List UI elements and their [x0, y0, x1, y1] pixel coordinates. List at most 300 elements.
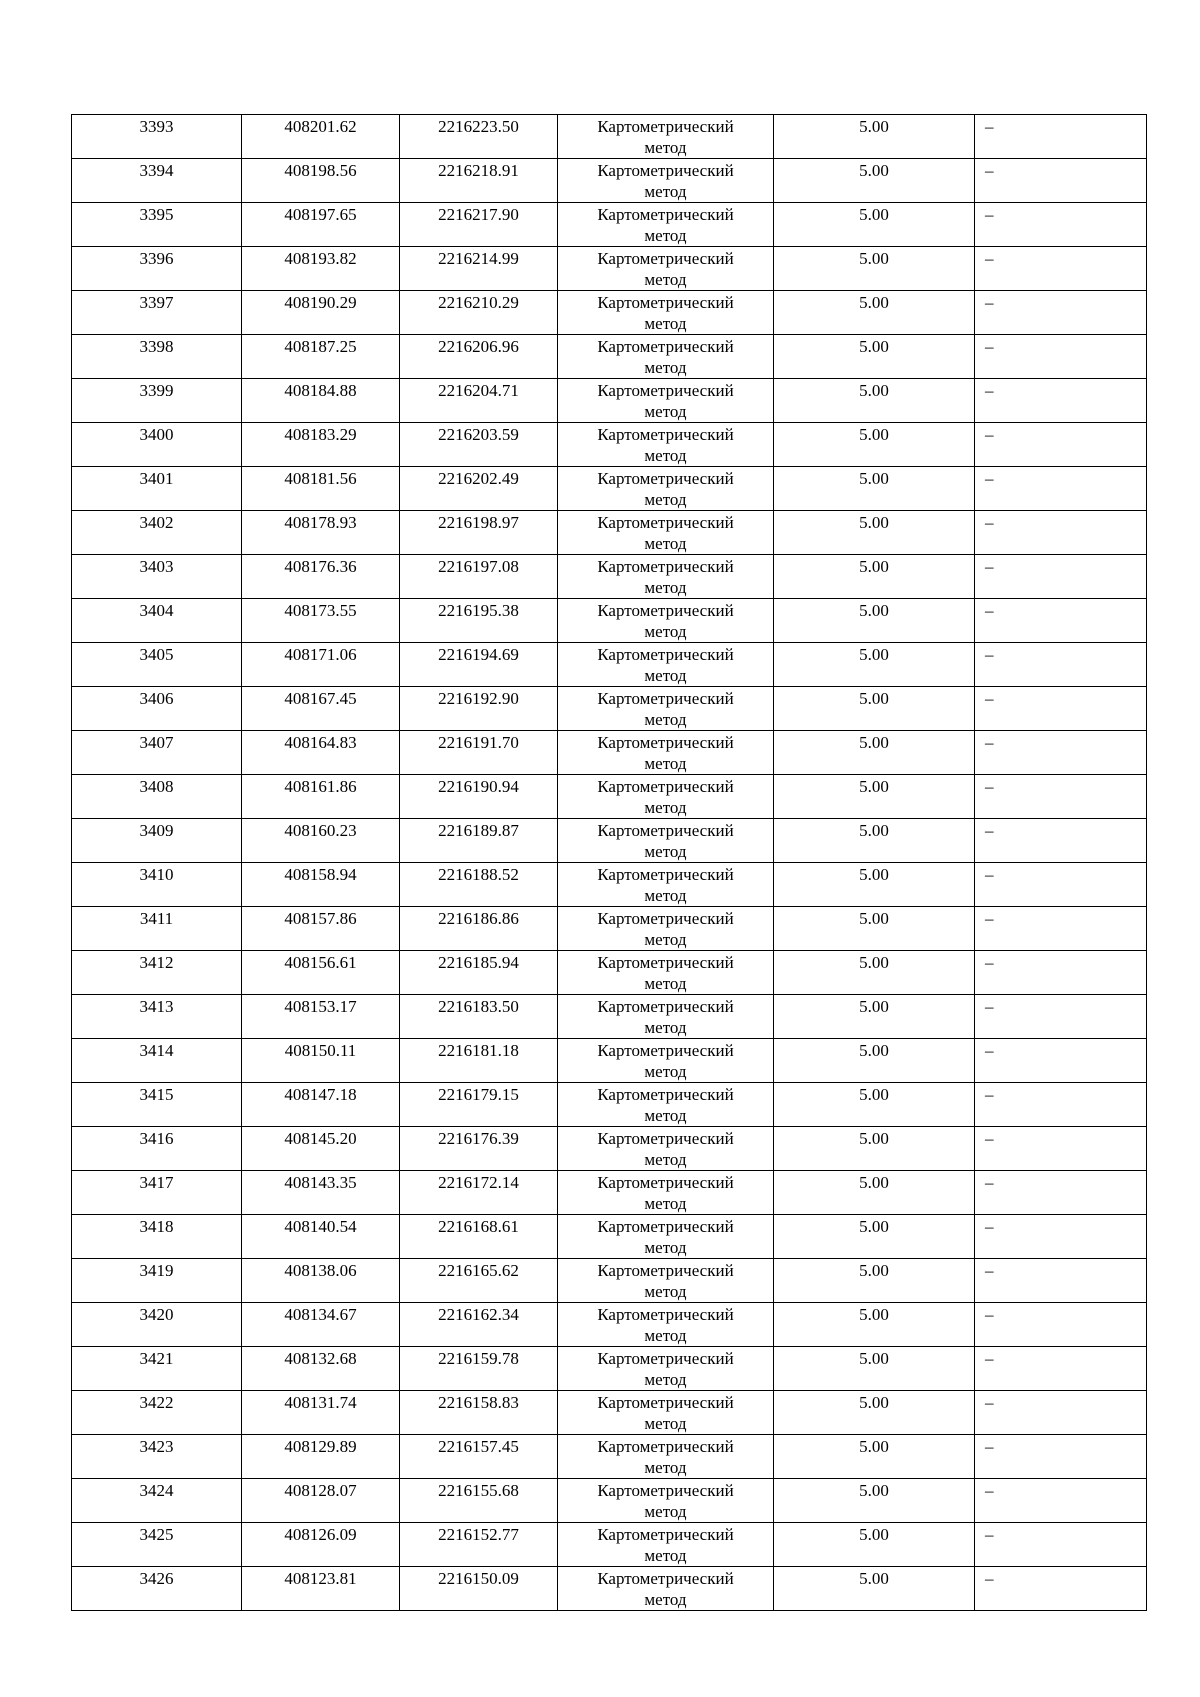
method-line-2: метод: [644, 842, 687, 861]
method-line-1: Картометрический: [597, 1437, 734, 1456]
method-line-2: метод: [644, 930, 687, 949]
point-number-cell: 3420: [72, 1303, 242, 1347]
method-line-2: метод: [644, 1414, 687, 1433]
accuracy-cell: 5.00: [774, 115, 975, 159]
point-number-cell: 3425: [72, 1523, 242, 1567]
accuracy-cell: 5.00: [774, 775, 975, 819]
accuracy-cell: 5.00: [774, 819, 975, 863]
y-coordinate-cell: 2216191.70: [400, 731, 558, 775]
method-line-1: Картометрический: [597, 337, 734, 356]
y-coordinate-cell: 2216159.78: [400, 1347, 558, 1391]
accuracy-cell: 5.00: [774, 907, 975, 951]
x-coordinate-cell: 408197.65: [242, 203, 400, 247]
table-row: [72, 159, 1147, 203]
method-line-2: метод: [644, 886, 687, 905]
description-cell: –: [975, 643, 1147, 687]
table-row: [72, 1171, 1147, 1215]
point-number-cell: 3422: [72, 1391, 242, 1435]
table-row: [72, 687, 1147, 731]
method-line-1: Картометрический: [597, 1129, 734, 1148]
y-coordinate-cell: 2216202.49: [400, 467, 558, 511]
method-line-1: Картометрический: [597, 909, 734, 928]
table-row: [72, 951, 1147, 995]
accuracy-cell: 5.00: [774, 1479, 975, 1523]
method-line-1: Картометрический: [597, 821, 734, 840]
x-coordinate-cell: 408193.82: [242, 247, 400, 291]
accuracy-cell: 5.00: [774, 423, 975, 467]
point-number-cell: 3406: [72, 687, 242, 731]
method-cell: [558, 907, 774, 951]
method-cell: [558, 951, 774, 995]
table-row: [72, 115, 1147, 159]
y-coordinate-cell: 2216185.94: [400, 951, 558, 995]
method-line-1: Картометрический: [597, 249, 734, 268]
method-cell: [558, 1083, 774, 1127]
method-line-2: метод: [644, 754, 687, 773]
y-coordinate-cell: 2216157.45: [400, 1435, 558, 1479]
method-cell: [558, 555, 774, 599]
accuracy-cell: 5.00: [774, 951, 975, 995]
x-coordinate-cell: 408126.09: [242, 1523, 400, 1567]
method-line-1: Картометрический: [597, 645, 734, 664]
method-line-1: Картометрический: [597, 161, 734, 180]
description-cell: –: [975, 247, 1147, 291]
accuracy-cell: 5.00: [774, 1215, 975, 1259]
point-number-cell: 3416: [72, 1127, 242, 1171]
y-coordinate-cell: 2216181.18: [400, 1039, 558, 1083]
method-line-2: метод: [644, 226, 687, 245]
x-coordinate-cell: 408158.94: [242, 863, 400, 907]
table-body: [72, 115, 1147, 1611]
description-cell: –: [975, 1303, 1147, 1347]
method-line-2: метод: [644, 490, 687, 509]
x-coordinate-cell: 408128.07: [242, 1479, 400, 1523]
method-line-1: Картометрический: [597, 1349, 734, 1368]
description-cell: –: [975, 819, 1147, 863]
x-coordinate-cell: 408161.86: [242, 775, 400, 819]
point-number-cell: 3405: [72, 643, 242, 687]
method-line-2: метод: [644, 1194, 687, 1213]
point-number-cell: 3395: [72, 203, 242, 247]
y-coordinate-cell: 2216198.97: [400, 511, 558, 555]
method-line-2: метод: [644, 1106, 687, 1125]
table-row: [72, 1215, 1147, 1259]
method-cell: [558, 1039, 774, 1083]
y-coordinate-cell: 2216223.50: [400, 115, 558, 159]
y-coordinate-cell: 2216218.91: [400, 159, 558, 203]
method-cell: [558, 1347, 774, 1391]
y-coordinate-cell: 2216194.69: [400, 643, 558, 687]
x-coordinate-cell: 408184.88: [242, 379, 400, 423]
x-coordinate-cell: 408123.81: [242, 1567, 400, 1611]
method-line-1: Картометрический: [597, 425, 734, 444]
x-coordinate-cell: 408143.35: [242, 1171, 400, 1215]
point-number-cell: 3414: [72, 1039, 242, 1083]
x-coordinate-cell: 408134.67: [242, 1303, 400, 1347]
method-line-2: метод: [644, 1150, 687, 1169]
point-number-cell: 3399: [72, 379, 242, 423]
method-line-2: метод: [644, 1590, 687, 1609]
method-cell: [558, 291, 774, 335]
accuracy-cell: 5.00: [774, 1259, 975, 1303]
method-line-1: Картометрический: [597, 601, 734, 620]
method-cell: [558, 1171, 774, 1215]
method-line-2: метод: [644, 182, 687, 201]
method-cell: [558, 731, 774, 775]
method-line-1: Картометрический: [597, 293, 734, 312]
x-coordinate-cell: 408147.18: [242, 1083, 400, 1127]
table-row: [72, 863, 1147, 907]
point-number-cell: 3426: [72, 1567, 242, 1611]
accuracy-cell: 5.00: [774, 1391, 975, 1435]
method-cell: [558, 1215, 774, 1259]
description-cell: –: [975, 995, 1147, 1039]
accuracy-cell: 5.00: [774, 1127, 975, 1171]
y-coordinate-cell: 2216204.71: [400, 379, 558, 423]
method-cell: [558, 863, 774, 907]
method-line-1: Картометрический: [597, 205, 734, 224]
accuracy-cell: 5.00: [774, 511, 975, 555]
method-line-1: Картометрический: [597, 1085, 734, 1104]
table-row: [72, 1435, 1147, 1479]
method-line-2: метод: [644, 1502, 687, 1521]
table-row: [72, 423, 1147, 467]
x-coordinate-cell: 408150.11: [242, 1039, 400, 1083]
x-coordinate-cell: 408171.06: [242, 643, 400, 687]
point-number-cell: 3421: [72, 1347, 242, 1391]
point-number-cell: 3424: [72, 1479, 242, 1523]
x-coordinate-cell: 408167.45: [242, 687, 400, 731]
description-cell: –: [975, 907, 1147, 951]
method-cell: [558, 775, 774, 819]
description-cell: –: [975, 379, 1147, 423]
point-number-cell: 3412: [72, 951, 242, 995]
x-coordinate-cell: 408138.06: [242, 1259, 400, 1303]
y-coordinate-cell: 2216188.52: [400, 863, 558, 907]
table-row: [72, 599, 1147, 643]
description-cell: –: [975, 1171, 1147, 1215]
method-line-1: Картометрический: [597, 557, 734, 576]
description-cell: –: [975, 863, 1147, 907]
description-cell: –: [975, 115, 1147, 159]
method-cell: [558, 1391, 774, 1435]
x-coordinate-cell: 408187.25: [242, 335, 400, 379]
method-line-1: Картометрический: [597, 1525, 734, 1544]
y-coordinate-cell: 2216186.86: [400, 907, 558, 951]
description-cell: –: [975, 951, 1147, 995]
point-number-cell: 3419: [72, 1259, 242, 1303]
description-cell: –: [975, 291, 1147, 335]
y-coordinate-cell: 2216150.09: [400, 1567, 558, 1611]
method-cell: [558, 203, 774, 247]
x-coordinate-cell: 408140.54: [242, 1215, 400, 1259]
description-cell: –: [975, 555, 1147, 599]
description-cell: –: [975, 467, 1147, 511]
table-row: [72, 1523, 1147, 1567]
accuracy-cell: 5.00: [774, 247, 975, 291]
method-cell: [558, 1523, 774, 1567]
table-row: [72, 907, 1147, 951]
method-cell: [558, 995, 774, 1039]
table-row: [72, 467, 1147, 511]
method-line-2: метод: [644, 138, 687, 157]
x-coordinate-cell: 408181.56: [242, 467, 400, 511]
method-line-1: Картометрический: [597, 381, 734, 400]
method-line-2: метод: [644, 534, 687, 553]
point-number-cell: 3394: [72, 159, 242, 203]
accuracy-cell: 5.00: [774, 1523, 975, 1567]
accuracy-cell: 5.00: [774, 555, 975, 599]
description-cell: –: [975, 1347, 1147, 1391]
method-line-1: Картометрический: [597, 117, 734, 136]
description-cell: –: [975, 1567, 1147, 1611]
method-line-2: метод: [644, 1326, 687, 1345]
y-coordinate-cell: 2216172.14: [400, 1171, 558, 1215]
method-cell: [558, 115, 774, 159]
method-cell: [558, 643, 774, 687]
description-cell: –: [975, 1523, 1147, 1567]
point-number-cell: 3402: [72, 511, 242, 555]
table-row: [72, 1127, 1147, 1171]
x-coordinate-cell: 408176.36: [242, 555, 400, 599]
table-row: [72, 335, 1147, 379]
accuracy-cell: 5.00: [774, 1039, 975, 1083]
method-cell: [558, 335, 774, 379]
point-number-cell: 3411: [72, 907, 242, 951]
x-coordinate-cell: 408178.93: [242, 511, 400, 555]
method-line-2: метод: [644, 446, 687, 465]
method-line-2: метод: [644, 1458, 687, 1477]
method-line-1: Картометрический: [597, 1569, 734, 1588]
table-row: [72, 1039, 1147, 1083]
point-number-cell: 3413: [72, 995, 242, 1039]
accuracy-cell: 5.00: [774, 599, 975, 643]
table-row: [72, 1391, 1147, 1435]
method-line-2: метод: [644, 1062, 687, 1081]
method-line-1: Картометрический: [597, 469, 734, 488]
method-line-2: метод: [644, 710, 687, 729]
table-row: [72, 379, 1147, 423]
table-row: [72, 1347, 1147, 1391]
accuracy-cell: 5.00: [774, 995, 975, 1039]
point-number-cell: 3403: [72, 555, 242, 599]
method-line-2: метод: [644, 1018, 687, 1037]
x-coordinate-cell: 408183.29: [242, 423, 400, 467]
point-number-cell: 3404: [72, 599, 242, 643]
method-line-2: метод: [644, 402, 687, 421]
accuracy-cell: 5.00: [774, 643, 975, 687]
point-number-cell: 3417: [72, 1171, 242, 1215]
description-cell: –: [975, 335, 1147, 379]
method-line-1: Картометрический: [597, 1217, 734, 1236]
x-coordinate-cell: 408164.83: [242, 731, 400, 775]
accuracy-cell: 5.00: [774, 335, 975, 379]
method-line-1: Картометрический: [597, 733, 734, 752]
description-cell: –: [975, 1479, 1147, 1523]
accuracy-cell: 5.00: [774, 203, 975, 247]
method-line-2: метод: [644, 1238, 687, 1257]
method-cell: [558, 1567, 774, 1611]
method-cell: [558, 247, 774, 291]
y-coordinate-cell: 2216217.90: [400, 203, 558, 247]
table-row: [72, 247, 1147, 291]
method-line-1: Картометрический: [597, 1041, 734, 1060]
accuracy-cell: 5.00: [774, 1567, 975, 1611]
method-line-1: Картометрический: [597, 777, 734, 796]
y-coordinate-cell: 2216176.39: [400, 1127, 558, 1171]
description-cell: –: [975, 511, 1147, 555]
description-cell: –: [975, 1083, 1147, 1127]
method-line-2: метод: [644, 1546, 687, 1565]
method-line-1: Картометрический: [597, 1261, 734, 1280]
x-coordinate-cell: 408132.68: [242, 1347, 400, 1391]
accuracy-cell: 5.00: [774, 731, 975, 775]
x-coordinate-cell: 408145.20: [242, 1127, 400, 1171]
y-coordinate-cell: 2216197.08: [400, 555, 558, 599]
table-row: [72, 643, 1147, 687]
method-line-2: метод: [644, 270, 687, 289]
y-coordinate-cell: 2216203.59: [400, 423, 558, 467]
x-coordinate-cell: 408190.29: [242, 291, 400, 335]
point-number-cell: 3397: [72, 291, 242, 335]
description-cell: –: [975, 423, 1147, 467]
point-number-cell: 3415: [72, 1083, 242, 1127]
point-number-cell: 3398: [72, 335, 242, 379]
table-row: [72, 555, 1147, 599]
y-coordinate-cell: 2216189.87: [400, 819, 558, 863]
method-line-2: метод: [644, 314, 687, 333]
point-number-cell: 3423: [72, 1435, 242, 1479]
description-cell: –: [975, 1039, 1147, 1083]
accuracy-cell: 5.00: [774, 1303, 975, 1347]
method-cell: [558, 1259, 774, 1303]
x-coordinate-cell: 408131.74: [242, 1391, 400, 1435]
point-number-cell: 3409: [72, 819, 242, 863]
y-coordinate-cell: 2216168.61: [400, 1215, 558, 1259]
table-row: [72, 731, 1147, 775]
method-line-1: Картометрический: [597, 513, 734, 532]
y-coordinate-cell: 2216165.62: [400, 1259, 558, 1303]
accuracy-cell: 5.00: [774, 863, 975, 907]
table-row: [72, 819, 1147, 863]
accuracy-cell: 5.00: [774, 1171, 975, 1215]
y-coordinate-cell: 2216214.99: [400, 247, 558, 291]
x-coordinate-cell: 408129.89: [242, 1435, 400, 1479]
point-number-cell: 3410: [72, 863, 242, 907]
y-coordinate-cell: 2216155.68: [400, 1479, 558, 1523]
method-cell: [558, 819, 774, 863]
method-cell: [558, 159, 774, 203]
y-coordinate-cell: 2216206.96: [400, 335, 558, 379]
method-cell: [558, 379, 774, 423]
accuracy-cell: 5.00: [774, 1435, 975, 1479]
description-cell: –: [975, 1435, 1147, 1479]
point-number-cell: 3407: [72, 731, 242, 775]
method-cell: [558, 1435, 774, 1479]
table-row: [72, 1083, 1147, 1127]
description-cell: –: [975, 1127, 1147, 1171]
y-coordinate-cell: 2216190.94: [400, 775, 558, 819]
point-number-cell: 3408: [72, 775, 242, 819]
description-cell: –: [975, 1259, 1147, 1303]
description-cell: –: [975, 775, 1147, 819]
method-line-1: Картометрический: [597, 1481, 734, 1500]
coordinates-table: [71, 114, 1147, 1611]
method-line-2: метод: [644, 666, 687, 685]
table-row: [72, 291, 1147, 335]
point-number-cell: 3396: [72, 247, 242, 291]
description-cell: –: [975, 159, 1147, 203]
method-line-2: метод: [644, 622, 687, 641]
method-cell: [558, 1303, 774, 1347]
y-coordinate-cell: 2216195.38: [400, 599, 558, 643]
method-line-2: метод: [644, 578, 687, 597]
point-number-cell: 3418: [72, 1215, 242, 1259]
description-cell: –: [975, 599, 1147, 643]
method-cell: [558, 1479, 774, 1523]
description-cell: –: [975, 687, 1147, 731]
x-coordinate-cell: 408160.23: [242, 819, 400, 863]
x-coordinate-cell: 408198.56: [242, 159, 400, 203]
method-cell: [558, 687, 774, 731]
x-coordinate-cell: 408201.62: [242, 115, 400, 159]
method-line-1: Картометрический: [597, 1305, 734, 1324]
table-row: [72, 1567, 1147, 1611]
description-cell: –: [975, 731, 1147, 775]
table-row: [72, 1479, 1147, 1523]
y-coordinate-cell: 2216192.90: [400, 687, 558, 731]
y-coordinate-cell: 2216158.83: [400, 1391, 558, 1435]
method-line-1: Картометрический: [597, 997, 734, 1016]
table-row: [72, 775, 1147, 819]
y-coordinate-cell: 2216210.29: [400, 291, 558, 335]
x-coordinate-cell: 408173.55: [242, 599, 400, 643]
method-line-2: метод: [644, 358, 687, 377]
method-line-1: Картометрический: [597, 1173, 734, 1192]
method-line-2: метод: [644, 798, 687, 817]
y-coordinate-cell: 2216162.34: [400, 1303, 558, 1347]
method-cell: [558, 1127, 774, 1171]
accuracy-cell: 5.00: [774, 467, 975, 511]
table-row: [72, 995, 1147, 1039]
table-row: [72, 1259, 1147, 1303]
method-line-1: Картометрический: [597, 953, 734, 972]
description-cell: –: [975, 203, 1147, 247]
method-line-1: Картометрический: [597, 865, 734, 884]
x-coordinate-cell: 408156.61: [242, 951, 400, 995]
y-coordinate-cell: 2216152.77: [400, 1523, 558, 1567]
method-line-1: Картометрический: [597, 689, 734, 708]
accuracy-cell: 5.00: [774, 159, 975, 203]
x-coordinate-cell: 408157.86: [242, 907, 400, 951]
method-line-1: Картометрический: [597, 1393, 734, 1412]
method-line-2: метод: [644, 1282, 687, 1301]
accuracy-cell: 5.00: [774, 291, 975, 335]
point-number-cell: 3400: [72, 423, 242, 467]
method-cell: [558, 599, 774, 643]
table-row: [72, 1303, 1147, 1347]
method-cell: [558, 511, 774, 555]
method-line-2: метод: [644, 974, 687, 993]
point-number-cell: 3393: [72, 115, 242, 159]
method-cell: [558, 423, 774, 467]
x-coordinate-cell: 408153.17: [242, 995, 400, 1039]
accuracy-cell: 5.00: [774, 687, 975, 731]
accuracy-cell: 5.00: [774, 379, 975, 423]
table-row: [72, 511, 1147, 555]
description-cell: –: [975, 1391, 1147, 1435]
y-coordinate-cell: 2216179.15: [400, 1083, 558, 1127]
